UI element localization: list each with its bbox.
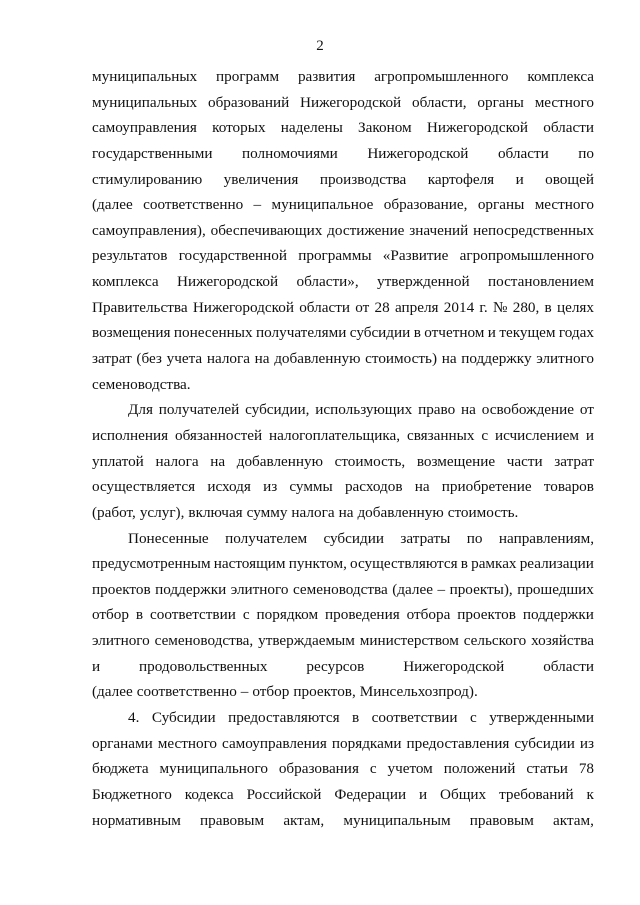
word: приобретение xyxy=(441,478,532,496)
word: целях xyxy=(556,298,594,316)
word: муниципальных xyxy=(92,93,198,111)
text-line xyxy=(92,602,594,628)
word: субсидии xyxy=(514,734,575,752)
word: Российской xyxy=(246,785,322,803)
word: местного xyxy=(534,93,594,111)
word: агропромышленного xyxy=(459,247,594,265)
word: самоуправления xyxy=(92,119,197,137)
page-number: 2 xyxy=(316,38,324,54)
word: муниципального xyxy=(159,760,268,778)
document-body-text xyxy=(92,64,594,833)
word: семеноводства. xyxy=(92,375,191,393)
word: г. xyxy=(479,298,488,316)
word: исполнения xyxy=(92,426,169,444)
word: и xyxy=(515,170,524,188)
word: муниципальных xyxy=(92,68,198,85)
word: области xyxy=(543,657,594,675)
word: элитного xyxy=(92,632,150,650)
word: связанных xyxy=(406,426,475,444)
text-line xyxy=(92,423,594,449)
word: Нижегородской xyxy=(426,119,528,137)
word: образование, xyxy=(383,196,468,214)
text-line xyxy=(92,756,594,782)
word: элитного xyxy=(536,350,594,368)
word: на xyxy=(338,503,354,521)
word: учета xyxy=(166,350,203,368)
word: порядками xyxy=(331,734,402,752)
word: самоуправления), xyxy=(92,221,206,239)
word: получателей xyxy=(158,401,240,419)
word: кодекса xyxy=(184,785,234,803)
word: развития xyxy=(297,68,356,85)
word: образования xyxy=(278,760,359,778)
word: осуществляются xyxy=(350,555,458,573)
word: проектов xyxy=(457,606,516,624)
word: хозяйства xyxy=(531,632,594,650)
word: области, xyxy=(411,93,467,111)
word: которых xyxy=(212,119,266,137)
word: с xyxy=(369,760,377,778)
word: увеличения xyxy=(223,170,299,188)
word: образований xyxy=(207,93,290,111)
word: в xyxy=(413,324,421,342)
text-line xyxy=(92,808,594,834)
word: отбора xyxy=(406,606,451,624)
text-line xyxy=(92,192,594,218)
word: на xyxy=(441,350,457,368)
word: 28 xyxy=(374,298,390,316)
word: местного xyxy=(157,734,218,752)
word: обязанностей xyxy=(174,426,263,444)
word: семеноводства xyxy=(292,580,388,598)
word: исчислением xyxy=(494,426,579,444)
word: уплатой xyxy=(92,452,144,470)
word: муниципальным xyxy=(343,811,451,829)
word: значений xyxy=(409,221,469,239)
word: Законом xyxy=(358,119,412,137)
word: комплекса xyxy=(527,68,594,85)
word: апреля xyxy=(394,298,439,316)
text-line xyxy=(92,141,594,167)
word: поддержку xyxy=(461,350,532,368)
word: Федерации xyxy=(334,785,407,803)
word: области xyxy=(299,298,350,316)
text-line xyxy=(92,243,594,269)
word: субсидии xyxy=(323,529,385,547)
text-line xyxy=(92,705,594,731)
word: товаров xyxy=(543,478,594,496)
word: получателями xyxy=(256,324,347,342)
word: Минсельхозпрод). xyxy=(359,683,478,701)
word: непосредственных xyxy=(473,221,594,239)
word: проведения xyxy=(325,606,400,624)
word: на xyxy=(461,401,476,419)
word: налогоплательщика, xyxy=(269,426,401,444)
word: соответствии xyxy=(150,606,236,624)
word: ресурсов xyxy=(306,657,365,675)
word: государственной xyxy=(178,247,287,265)
word: отбор xyxy=(252,683,290,701)
word: программы xyxy=(298,247,372,265)
word: бюджета xyxy=(92,760,149,778)
word: добавленную xyxy=(236,452,323,470)
word: семеноводства, xyxy=(154,632,254,650)
word: по xyxy=(466,529,483,547)
word: области», xyxy=(296,273,359,291)
word: учетом xyxy=(387,760,433,778)
word: отчетном xyxy=(424,324,485,342)
text-line xyxy=(92,397,594,423)
word: требований xyxy=(499,785,574,803)
word: постановлением xyxy=(487,273,594,291)
word: услуг), xyxy=(139,503,185,521)
word: от xyxy=(579,401,594,419)
word: от xyxy=(355,298,370,316)
word: в xyxy=(352,709,360,727)
word: (далее xyxy=(92,683,133,701)
word: из xyxy=(263,478,278,496)
word: включая xyxy=(188,503,243,521)
word: № xyxy=(492,298,508,316)
word: сумму xyxy=(246,503,288,521)
text-line xyxy=(92,628,594,654)
word: налога xyxy=(291,503,335,521)
word: прошедших xyxy=(517,580,594,598)
text-line xyxy=(92,295,594,321)
word: стимулированию xyxy=(92,170,203,188)
word: (далее xyxy=(392,580,433,598)
word: сельского xyxy=(463,632,527,650)
text-line xyxy=(92,551,594,577)
word: Понесенные xyxy=(128,529,209,547)
word: Для xyxy=(128,401,153,419)
word: субсидии xyxy=(349,324,411,342)
word: «Развитие xyxy=(382,247,449,265)
word: 2014 xyxy=(443,298,475,316)
word: 4. xyxy=(128,709,140,727)
word: области xyxy=(497,144,549,162)
text-line xyxy=(92,782,594,808)
word: из xyxy=(579,734,594,752)
word: затраты xyxy=(400,529,451,547)
word: муниципальное xyxy=(271,196,374,214)
word: расходов xyxy=(344,478,403,496)
word: соответствии xyxy=(371,709,458,727)
word: утвержденной xyxy=(377,273,470,291)
word: и xyxy=(487,324,496,342)
word: – xyxy=(253,196,262,214)
text-line xyxy=(92,218,594,244)
word: продовольственных xyxy=(139,657,268,675)
word: (работ, xyxy=(92,503,136,521)
word: овощей xyxy=(545,170,594,188)
word: статьи xyxy=(526,760,568,778)
word: производства xyxy=(319,170,407,188)
word: Правительства xyxy=(92,298,188,316)
word: добавленную xyxy=(274,350,361,368)
word: 78 xyxy=(578,760,594,778)
word: годах xyxy=(558,324,594,342)
word: пунктом, xyxy=(288,555,347,573)
word: агропромышленного xyxy=(374,68,509,85)
word: затрат xyxy=(554,452,594,470)
word: нормативным xyxy=(92,811,181,829)
word: реализации xyxy=(519,555,594,573)
word: части xyxy=(506,452,543,470)
word: предоставляются xyxy=(228,709,340,727)
word: органы xyxy=(477,93,524,111)
word: обеспечивающих xyxy=(210,221,323,239)
text-line xyxy=(92,526,594,552)
text-line xyxy=(92,115,594,141)
word: в xyxy=(460,555,468,573)
word: органы xyxy=(477,196,525,214)
word: субсидии, xyxy=(245,401,310,419)
word: Нижегородской xyxy=(192,298,294,316)
word: текущем xyxy=(499,324,556,342)
word: с xyxy=(242,606,250,624)
word: (далее xyxy=(92,196,133,214)
text-line xyxy=(92,474,594,500)
word: право xyxy=(418,401,456,419)
word: с xyxy=(481,426,489,444)
word: настоящим xyxy=(213,555,286,573)
word: затрат xyxy=(92,350,132,368)
word: государственными xyxy=(92,144,213,162)
word: утвержденными xyxy=(489,709,594,727)
text-line xyxy=(92,372,594,398)
word: 280, xyxy=(512,298,540,316)
word: рамках xyxy=(471,555,517,573)
word: комплекса xyxy=(92,273,159,291)
word: области xyxy=(543,119,594,137)
text-line xyxy=(92,64,594,90)
word: использующих xyxy=(315,401,413,419)
word: правовым xyxy=(200,811,265,829)
word: положений xyxy=(443,760,516,778)
word: возмещение xyxy=(416,452,496,470)
word: налога xyxy=(206,350,250,368)
word: проектов xyxy=(92,580,151,598)
word: министерством xyxy=(359,632,459,650)
word: и xyxy=(418,785,428,803)
word: с xyxy=(469,709,477,727)
word: – xyxy=(240,683,249,701)
word: программ xyxy=(216,68,280,85)
word: проектов, xyxy=(293,683,356,701)
word: по xyxy=(578,144,594,162)
word: достижение xyxy=(327,221,405,239)
word: Субсидии xyxy=(151,709,216,727)
word: поддержки xyxy=(155,580,227,598)
word: Нижегородской xyxy=(403,657,505,675)
word: отбор xyxy=(92,606,129,624)
text-line xyxy=(92,90,594,116)
word: органами xyxy=(92,734,153,752)
word: Нижегородской xyxy=(367,144,469,162)
word: добавленную xyxy=(357,503,444,521)
text-line xyxy=(92,167,594,193)
word: на xyxy=(414,478,430,496)
word: наделены xyxy=(280,119,343,137)
text-line xyxy=(92,654,594,680)
word: в xyxy=(544,298,552,316)
word: стоимость) xyxy=(365,350,438,368)
word: (без xyxy=(136,350,162,368)
text-line xyxy=(92,577,594,603)
word: соответственно xyxy=(143,196,244,214)
word: направлениям, xyxy=(498,529,594,547)
text-line xyxy=(92,449,594,475)
word: на xyxy=(210,452,226,470)
word: Нижегородской xyxy=(177,273,279,291)
word: к xyxy=(586,785,594,803)
text-line xyxy=(92,320,594,346)
word: налога xyxy=(155,452,199,470)
word: результатов xyxy=(92,247,168,265)
word: исходя xyxy=(207,478,251,496)
word: проекты), xyxy=(449,580,513,598)
word: суммы xyxy=(289,478,333,496)
text-line xyxy=(92,500,594,526)
word: – xyxy=(437,580,446,598)
text-line xyxy=(92,346,594,372)
word: освобождение xyxy=(481,401,575,419)
word: элитного xyxy=(230,580,289,598)
word: стоимость, xyxy=(334,452,406,470)
text-line xyxy=(92,679,594,705)
word: местного xyxy=(534,196,594,214)
word: осуществляется xyxy=(92,478,196,496)
word: Бюджетного xyxy=(92,785,172,803)
word: предусмотренным xyxy=(92,555,211,573)
word: актам, xyxy=(553,811,594,829)
word: предоставления xyxy=(406,734,510,752)
word: соответственно xyxy=(136,683,237,701)
word: и xyxy=(585,426,594,444)
word: самоуправления xyxy=(222,734,327,752)
text-line xyxy=(92,269,594,295)
word: стоимость. xyxy=(447,503,519,521)
word: на xyxy=(254,350,270,368)
word: в xyxy=(135,606,144,624)
word: правовым xyxy=(469,811,534,829)
word: полномочиями xyxy=(241,144,338,162)
word: возмещения xyxy=(92,324,171,342)
word: и xyxy=(92,657,101,675)
word: утверждаемым xyxy=(258,632,355,650)
word: поддержки xyxy=(522,606,594,624)
word: Нижегородской xyxy=(300,93,402,111)
word: Общих xyxy=(440,785,487,803)
word: понесенных xyxy=(173,324,253,342)
word: получателем xyxy=(225,529,308,547)
word: актам, xyxy=(283,811,325,829)
word: картофеля xyxy=(427,170,495,188)
word: порядком xyxy=(256,606,319,624)
text-line xyxy=(92,731,594,757)
